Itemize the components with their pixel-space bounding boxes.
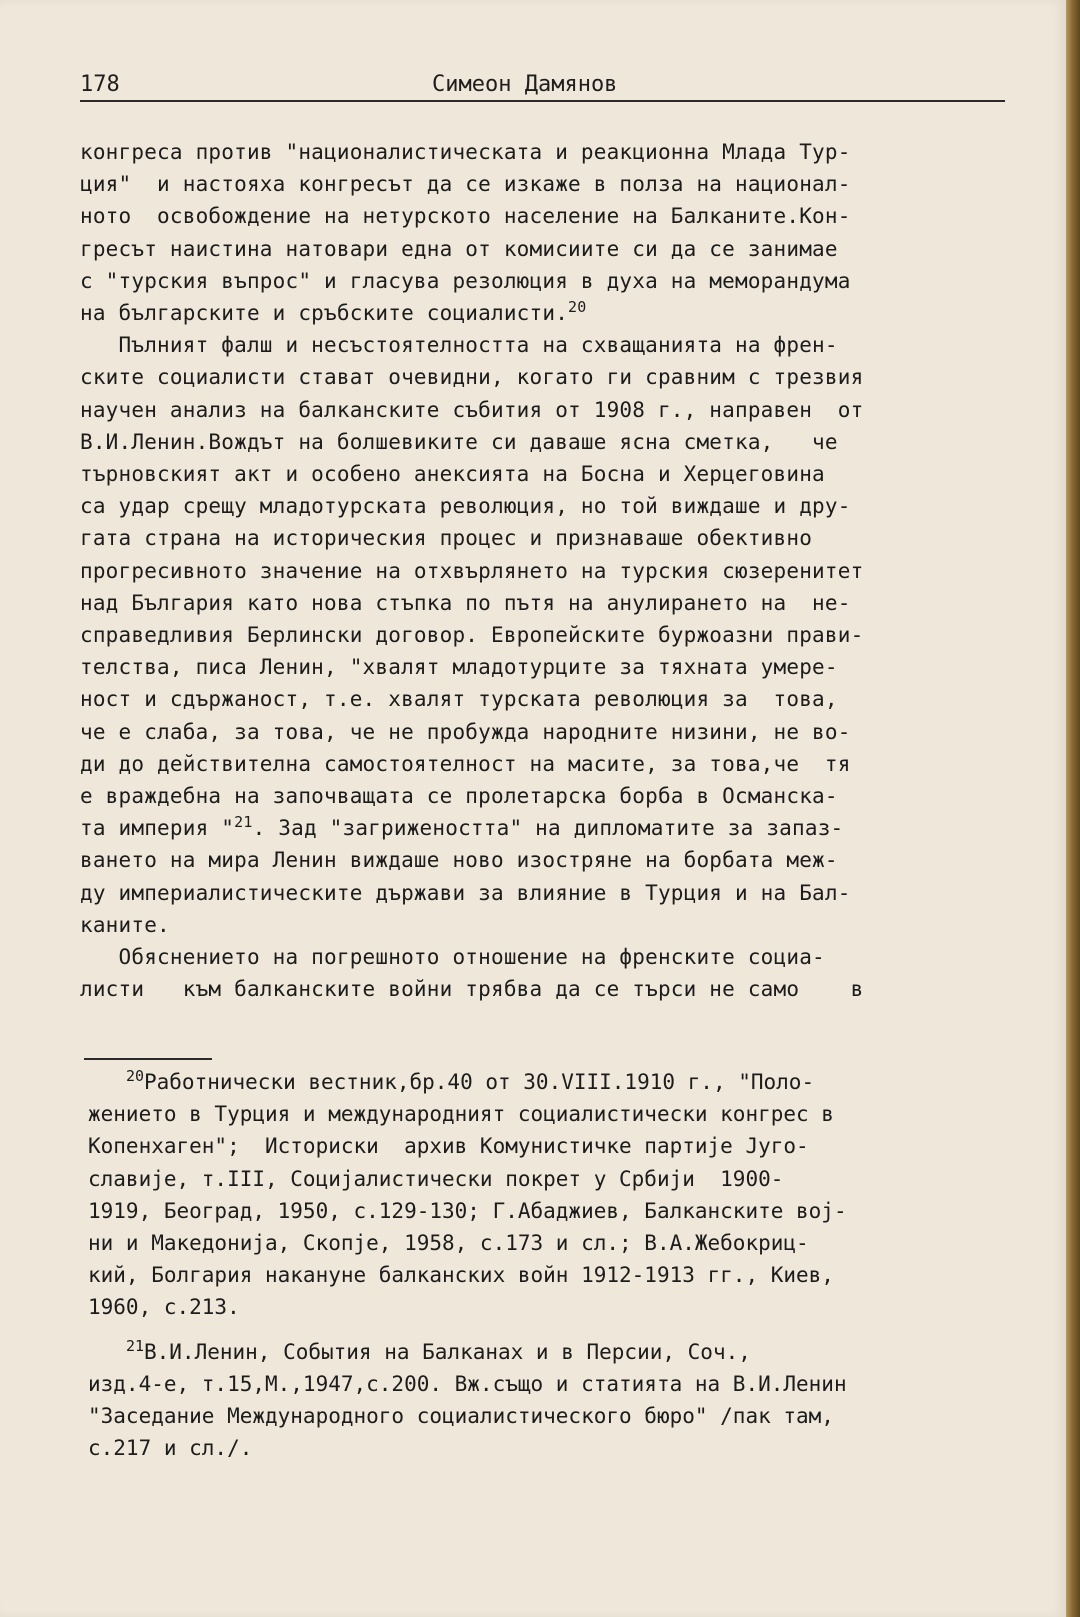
footnote-line (88, 1066, 1013, 1098)
footnote-line: "Заседание Международного социалистического бюро" /пак там, (88, 1404, 834, 1429)
footnote-line: 1919, Београд, 1950, с.129-130; Г.Абаджиев, Балканските воj- (88, 1198, 847, 1223)
text-line: че е слаба, за това, че не пробужда народните низини, не во- (80, 719, 851, 744)
text-line: справедливия Берлински договор. Европейските буржоазни прави- (80, 623, 864, 648)
footnote-21 (88, 1336, 1013, 1465)
footnote-line: жението в Турция и международният социалистически конгрес в (88, 1102, 834, 1127)
footnote-line: кий, Болгария накануне балканских войн 1912-1913 гг., Киев, (88, 1263, 834, 1288)
footnote-text: Работнически вестник,бр.40 от 30.VIII.1910 г., "Поло- (144, 1070, 815, 1094)
text-line-with-note (80, 297, 1005, 329)
text-line-with-note (80, 812, 1005, 844)
footnote-20 (88, 1066, 1013, 1324)
footnote-line: Копенхаген"; Историски архив Комунистичке партиjе Jуго- (88, 1134, 809, 1159)
text-line: ду империалистическите държави за влияние в Турция и на Бал- (80, 880, 851, 905)
text-line: ди до действителна самостоятелност на масите, за това,че тя (80, 751, 851, 776)
footnote-gap (88, 1324, 1013, 1336)
text-line: е враждебна на започващата се пролетарска борба в Османска- (80, 784, 838, 809)
text-line: листи към балканските войни трябва да се търси не само в (80, 977, 864, 1002)
text-line: гата страна на историческия процес и признаваше обективно (80, 526, 813, 551)
footnote-ref-21: 21 (234, 813, 253, 832)
text-line: ното освобождение на нетурското население на Балканите.Кон- (80, 204, 851, 229)
running-title: Симеон Дамянов (432, 72, 618, 97)
text-line: ването на мира Ленин виждаше ново изостряне на борбата меж- (80, 848, 838, 873)
main-text (80, 136, 1005, 1005)
footnote-line: 1960, с.213. (88, 1295, 240, 1320)
header-rule (80, 100, 1005, 102)
footnotes (88, 1066, 1013, 1464)
text-line: телства, писа Ленин, "хвалят младотурците за тяхната умере- (80, 655, 838, 680)
footnote-line (88, 1336, 1013, 1368)
closing-quote: " (221, 816, 235, 841)
footnote-number: 21 (125, 1336, 144, 1355)
text-line: гресът наистина натовари една от комисиите си да се занимае (80, 236, 838, 261)
footnote-ref-20: 20 (568, 298, 587, 317)
footnote-rule (84, 1058, 212, 1060)
text-line: В.И.Ленин.Вождът на болшевиките си даваше ясна сметка, че (80, 429, 838, 454)
text-line: конгреса против "националистическата и реакционна Млада Тур- (80, 140, 851, 164)
text-line: ност и сдържаност, т.е. хвалят турската революция за това, (80, 687, 838, 712)
footnote-text: В.И.Ленин, События на Балканах и в Персии, Соч., (144, 1339, 751, 1364)
text-line: Пълният фалш и несъстоятелността на схващанията на френ- (80, 333, 838, 358)
book-spine-edge (1066, 0, 1080, 1617)
text-line: Обяснението на погрешното отношение на френските социа- (80, 945, 825, 970)
footnote-line: славиjе, т.III, Социjалистически покрет у Србиjи 1900- (88, 1166, 784, 1191)
text-line-continued: . Зад "загрижеността" на дипломатите за запаз- (252, 816, 844, 841)
text-line: на българските и сръбските социалисти. (80, 301, 569, 326)
text-line: са удар срещу младотурската революция, но той виждаше и дру- (80, 494, 851, 519)
footnote-line: ни и Македониjа, Скопjе, 1958, с.173 и сл.; В.А.Жебокриц- (88, 1231, 809, 1256)
page-header (80, 72, 1005, 102)
text-line: търновският акт и особено анексията на Босна и Херцеговина (80, 462, 825, 487)
text-line: та империя (80, 816, 222, 841)
text-line: ските социалисти стават очевидни, когато ги сравним с трезвия (80, 365, 864, 390)
text-line: ция" и настояха конгресът да се изкаже в полза на национал- (80, 172, 851, 197)
footnote-line: с.217 и сл./. (88, 1436, 253, 1461)
text-line: прогресивното значение на отхвърлянето на турския сюзеренитет (80, 558, 864, 583)
page-number: 178 (80, 72, 120, 97)
text-line: научен анализ на балканските събития от 1908 г., направен от (80, 397, 864, 422)
text-line: с "турския въпрос" и гласува резолюция в духа на меморандума (80, 268, 851, 293)
footnote-line: изд.4-е, т.15,М.,1947,с.200. Вж.също и статията на В.И.Ленин (88, 1371, 847, 1396)
footnote-number: 20 (125, 1067, 144, 1085)
text-line: над България като нова стъпка по пътя на анулирането на не- (80, 590, 851, 615)
text-line: каните. (80, 912, 170, 937)
